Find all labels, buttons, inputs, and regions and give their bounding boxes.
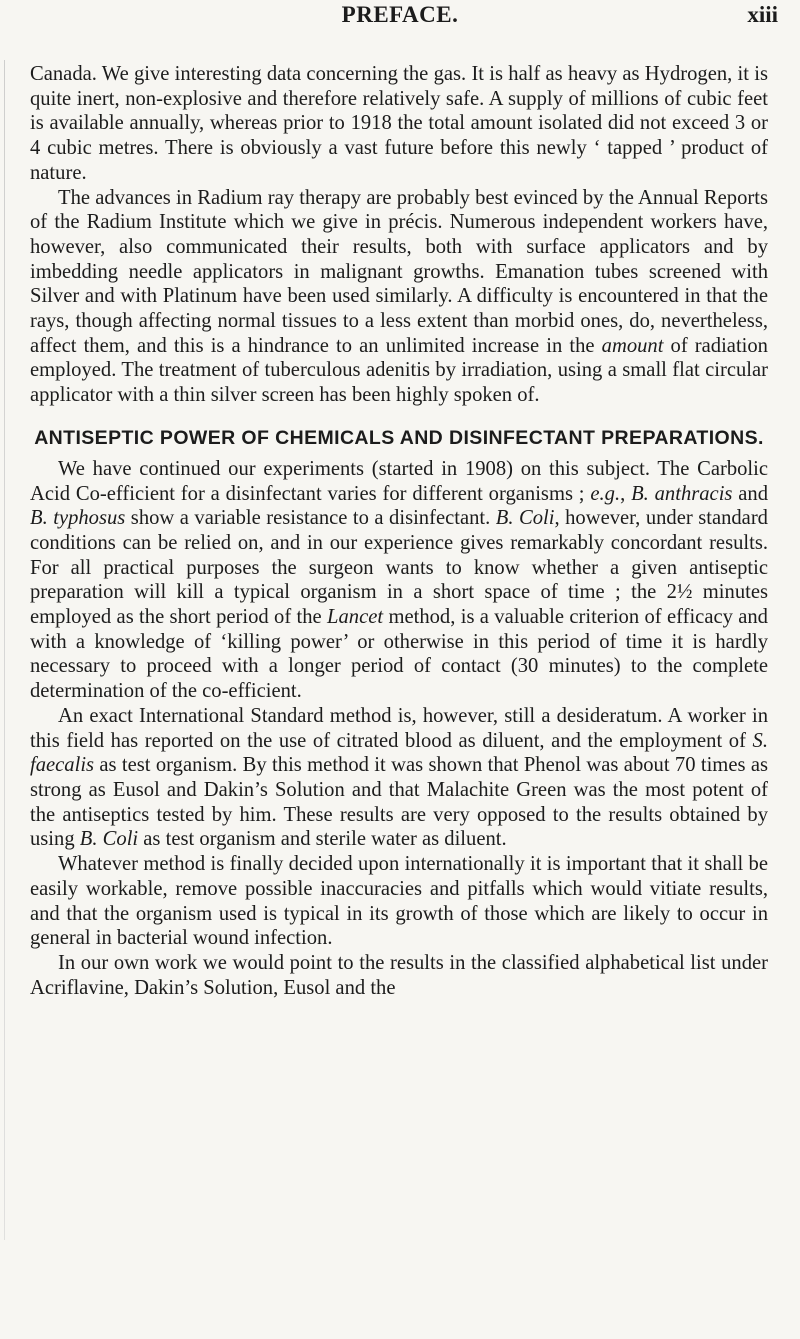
text-run: method, is a valuable criterion of efficacy and with a knowledge of ‘killing power’ or otherwise in this period of time it is hardly necessary to proceed with a longer period of contact (30 minutes) to the complete determination of the co-efficient. xyxy=(30,606,768,703)
paragraph-international-standard xyxy=(30,704,768,852)
italic-text-run: B. typhosus xyxy=(30,507,126,530)
italic-text-run: S. faecalis xyxy=(30,729,768,777)
text-run: and xyxy=(732,482,768,505)
paragraph-radium xyxy=(30,186,768,408)
page-header xyxy=(0,0,800,40)
italic-text-run: B. anthracis xyxy=(631,482,733,505)
text-run: of radiation employed. The treatment of tuberculous adenitis by irradiation, using a small flat circular applicator with a thin silver screen has been highly spoken of. xyxy=(30,334,768,407)
paragraph-carbolic-coefficient xyxy=(30,457,768,704)
italic-text-run: amount xyxy=(601,334,664,357)
italic-text-run: e.g. xyxy=(590,482,621,505)
text-run: , xyxy=(620,482,632,505)
section-heading: ANTISEPTIC POWER OF CHEMICALS AND DISINFECTANT PREPARATIONS. xyxy=(34,426,764,449)
page-edge-shadow xyxy=(4,60,5,1240)
text-run: Whatever method is finally decided upon internationally it is important that it shall be easily workable, remove possible inaccuracies and pitfalls which would vitiate results, and that the organism used is typical in its growth of those which are likely to occur in general in bacterial wound infection. xyxy=(30,853,768,950)
text-run: We have continued our experiments (started in 1908) on this subject. The Carbolic Acid Co-efficient for a disinfectant varies for different organisms ; xyxy=(30,457,768,505)
text-run: , however, under standard conditions can be relied on, and in our experience gives remarkably concordant results. For all practical purposes the surgeon wants to know whether a given antiseptic preparation will kill a typical organism in a short space of time ; the 2½ minutes employed as the short period of the xyxy=(30,507,768,629)
text-run: show a variable resistance to a disinfectant. xyxy=(125,507,496,530)
text-run: In our own work we would point to the results in the classified alphabetical list under Acriflavine, Dakin’s Solution, Eusol and the xyxy=(30,951,768,999)
text-run: as test organism. By this method it was shown that Phenol was about 70 times as strong as Eusol and Dakin’s Solution and that Malachite Green was the most potent of the antiseptics tested by him. These results are very opposed to the results obtained by using xyxy=(30,754,768,851)
page-number: xiii xyxy=(747,2,778,27)
paragraph-helium xyxy=(30,62,768,186)
running-head: PREFACE. xyxy=(341,2,459,27)
italic-text-run: Lancet xyxy=(327,606,384,629)
paragraph-own-work xyxy=(30,951,768,1000)
italic-text-run: B. Coli xyxy=(79,828,139,851)
body-text xyxy=(30,62,768,1000)
text-run: The advances in Radium ray therapy are probably best evinced by the Annual Reports of the Radium Institute which we give in précis. Numerous independent workers have, however, also communicated their results, both with surface applicators and by imbedding needle applicators in malignant growths. Emanation tubes screened with Silver and with Platinum have been used similarly. A difficulty is encountered in that the rays, though affecting normal tissues to a less extent than morbid ones, do, nevertheless, affect them, and this is a hindrance to an unlimited increase in the xyxy=(30,186,768,357)
text-run: An exact International Standard method is, however, still a desideratum. A worker in this field has reported on the use of citrated blood as diluent, and the employment of xyxy=(30,704,768,752)
italic-text-run: B. Coli xyxy=(495,507,555,530)
text-run: as test organism and sterile water as diluent. xyxy=(138,828,507,851)
paragraph-whatever-method xyxy=(30,852,768,951)
text-run: Canada. We give interesting data concerning the gas. It is half as heavy as Hydrogen, it is quite inert, non-explosive and therefore relatively safe. A supply of millions of cubic feet is available annually, whereas prior to 1918 the total amount isolated did not exceed 3 or 4 cubic metres. There is obviously a vast future before this newly ‘ tapped ’ product of nature. xyxy=(30,63,768,184)
